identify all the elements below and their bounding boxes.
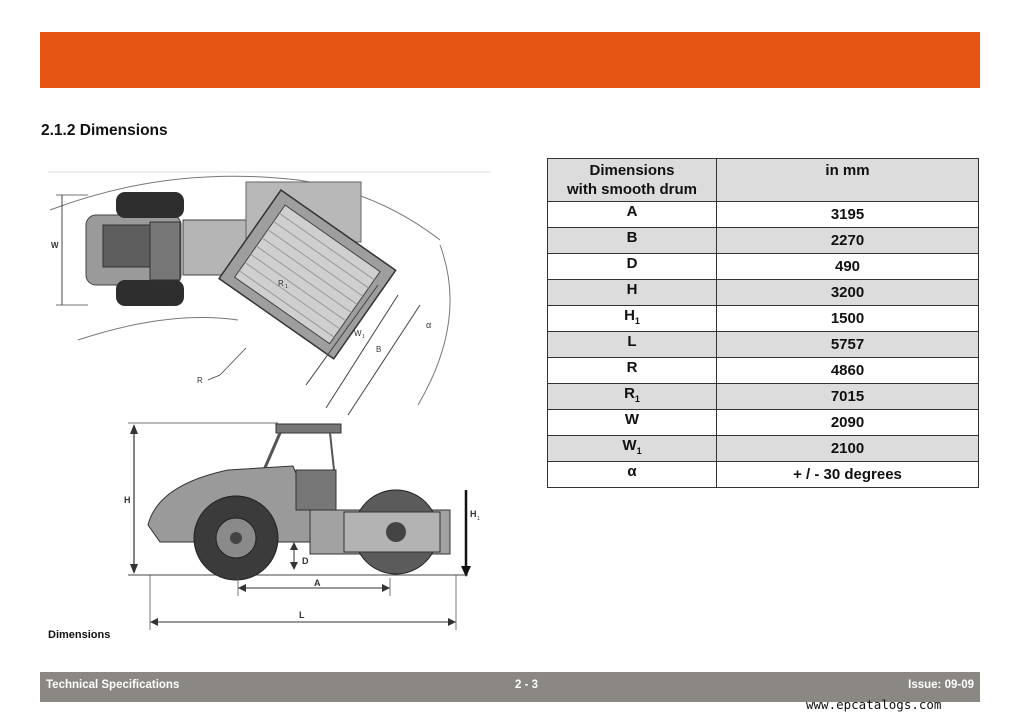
watermark: www.epcatalogs.com [806, 697, 942, 712]
dim-cell: R [548, 358, 717, 384]
label-l: L [299, 610, 305, 620]
label-h: H [124, 495, 131, 505]
value-cell: 2100 [717, 436, 979, 462]
table-row [548, 384, 979, 410]
side-view-drawing [48, 418, 490, 636]
table-row [548, 254, 979, 280]
table-row [548, 462, 979, 488]
dim-cell: A [548, 202, 717, 228]
label-r: R [197, 376, 203, 385]
value-cell: 3200 [717, 280, 979, 306]
value-cell: 7015 [717, 384, 979, 410]
label-alpha: α [426, 320, 432, 330]
dim-cell: $H_1$ [548, 306, 717, 332]
dim-cell: α [548, 462, 717, 488]
label-w1-sub: 1 [362, 334, 365, 340]
footer-title: Technical Specifications [46, 679, 180, 691]
label-w1: W [354, 329, 362, 338]
table-row [548, 332, 979, 358]
header-dimensions-line2: with smooth drum [567, 181, 697, 198]
label-h1-sub: 1 [477, 516, 480, 522]
value-cell: + / - 30 degrees [717, 462, 979, 488]
figure-caption: Dimensions [48, 629, 111, 641]
table-row [548, 358, 979, 384]
table-row [548, 228, 979, 254]
value-cell: 490 [717, 254, 979, 280]
dim-cell: B [548, 228, 717, 254]
dimensions-figure [48, 170, 490, 636]
label-h1: H [470, 509, 477, 519]
value-cell: 2090 [717, 410, 979, 436]
table-row [548, 280, 979, 306]
page-number: 2 - 3 [515, 679, 539, 691]
value-cell: 1500 [717, 306, 979, 332]
label-r1: R [278, 279, 284, 288]
dim-cell: D [548, 254, 717, 280]
dim-cell: $W_1$ [548, 436, 717, 462]
label-a: A [314, 578, 321, 588]
dim-cell: H [548, 280, 717, 306]
label-b: B [376, 345, 382, 354]
value-cell: 5757 [717, 332, 979, 358]
table-header-row [548, 159, 979, 202]
label-d: D [302, 556, 309, 566]
label-w: W [51, 241, 59, 250]
table-row [548, 436, 979, 462]
dim-cell: $R_1$ [548, 384, 717, 410]
value-cell: 2270 [717, 228, 979, 254]
header-dimensions-line1: Dimensions [589, 162, 675, 179]
issue-label: Issue: 09-09 [908, 679, 974, 691]
header-dimensions [548, 159, 717, 202]
header-unit: in mm [717, 159, 979, 202]
dimensions-table [547, 158, 979, 488]
table-row [548, 410, 979, 436]
header-bar [40, 32, 980, 88]
section-title: 2.1.2 Dimensions [41, 122, 168, 139]
value-cell: 3195 [717, 202, 979, 228]
value-cell: 4860 [717, 358, 979, 384]
label-r1-sub: 1 [285, 284, 288, 290]
dim-cell: W [548, 410, 717, 436]
top-view-drawing [48, 170, 490, 415]
table-row [548, 306, 979, 332]
table-row [548, 202, 979, 228]
dim-cell: L [548, 332, 717, 358]
